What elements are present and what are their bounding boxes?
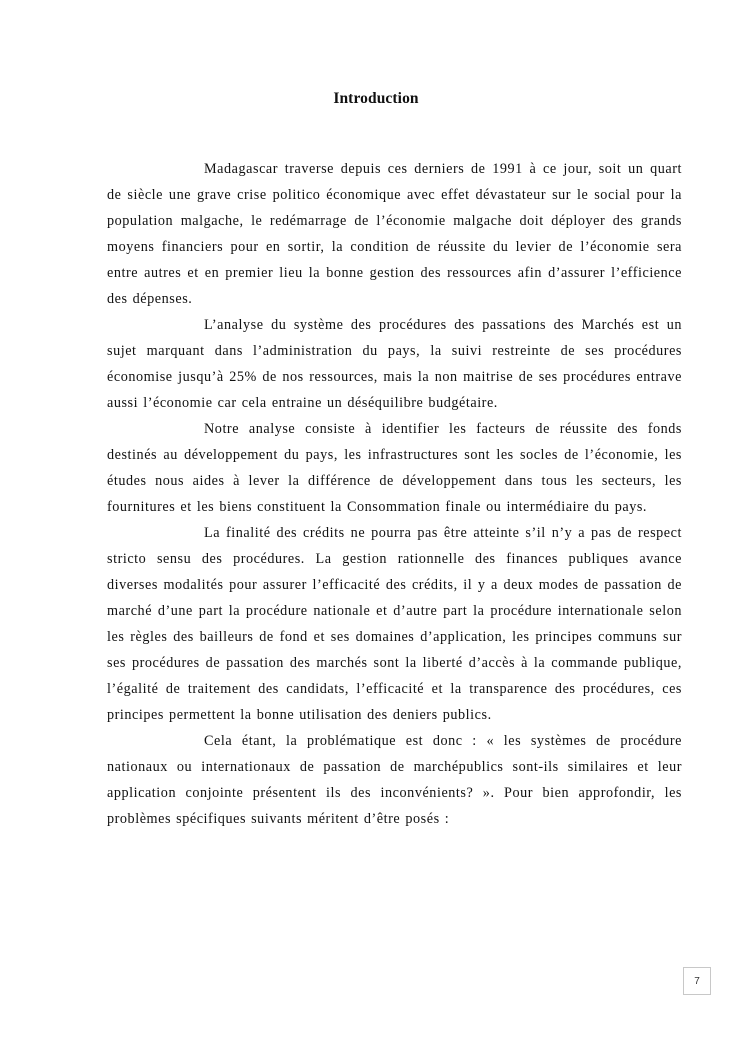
paragraph-credits: La finalité des crédits ne pourra pas être atteinte s’il n’y a pas de respect stricto sensu des procédures. La gestion rationnelle des finances publiques avance diverses modalités pour assurer l’efficacité des crédits, il y a deux modes de passation de marché d’une part la procédure nationale et d’autre part la procédure internationale selon les règles des bailleurs de fond et ses domaines d’application, les principes communs sur ses procédures de passation des marchés sont la liberté d’accès à la commande publique, l’égalité de traitement des candidats, l’efficacité et la transparence des procédures, ces principes permettent la bonne utilisation des deniers publics. <box>107 525 682 723</box>
page-number: 7 <box>683 967 711 995</box>
paragraph-context: Madagascar traverse depuis ces derniers de 1991 à ce jour, soit un quart de siècle une grave crise politico économique avec effet dévastateur sur le social pour la population malgache, le redémarrage de l’économie malgache doit déployer des grands moyens financiers pour en sortir, la condition de réussite du levier de l’économie sera entre autres et en premier lieu la bonne gestion des ressources afin d’assurer l’efficience des dépenses. <box>107 161 682 307</box>
paragraph-analysis: Notre analyse consiste à identifier les facteurs de réussite des fonds destinés au développement du pays, les infrastructures sont les socles de l’économie, les études nous aides à lever la différence de développement dans tous les secteurs, les fournitures et les biens constituent la Consommation finale ou intermédiaire du pays. <box>107 421 682 515</box>
paragraph-problematic: Cela étant, la problématique est donc : « les systèmes de procédure nationaux ou internationaux de passation de marchépublics sont-ils similaires et leur application conjointe présentent ils des inconvénients? ». Pour bien approfondir, les problèmes spécifiques suivants méritent d’être posés : <box>107 733 682 827</box>
paragraph-procedures: L’analyse du système des procédures des passations des Marchés est un sujet marquant dans l’administration du pays, la suivi restreinte de ses procédures économise jusqu’à 25% de nos ressources, mais la non maitrise de ses procédures entrave aussi l’économie car cela entraine un déséquilibre budgétaire. <box>107 317 682 411</box>
body-text <box>107 156 682 832</box>
page-title: Introduction <box>333 90 419 107</box>
